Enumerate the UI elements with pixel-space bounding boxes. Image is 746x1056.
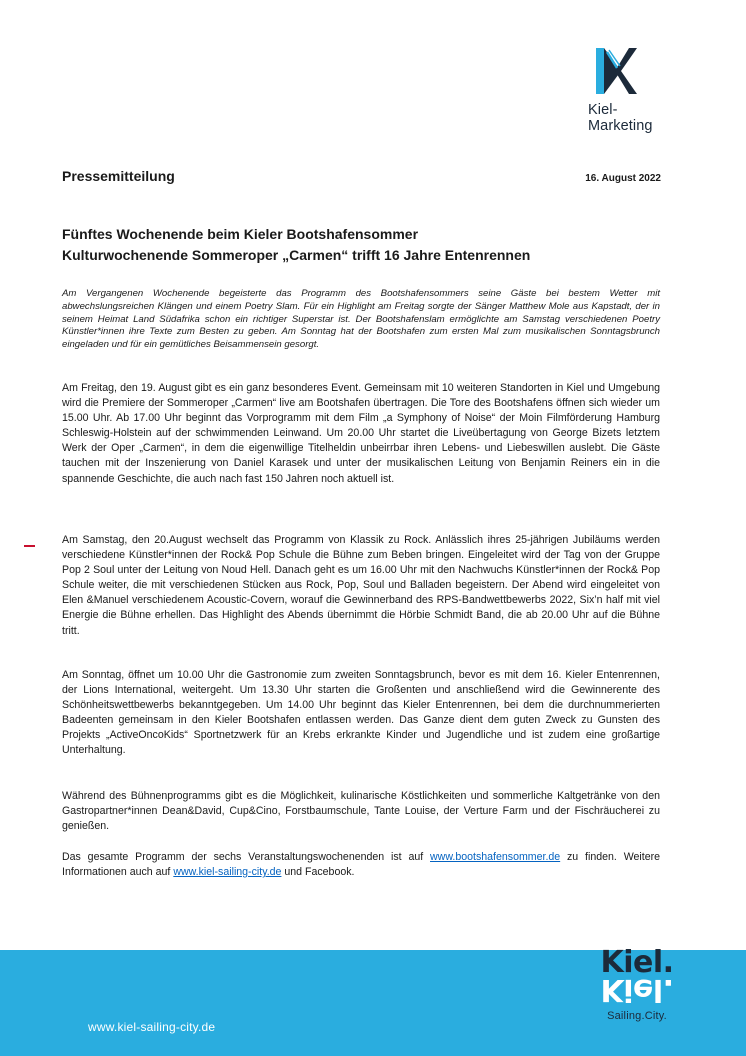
title-row	[62, 168, 661, 184]
body-paragraph-saturday: Am Samstag, den 20.August wechselt das Programm von Klassik zu Rock. Anlässlich ihres 25-jährigen Jubiläums werden verschiedene Künstler*innen der Rock& Pop Schule die Bühne zum Beben bringen. Eingeleitet wird der Tag von der Gruppe Pop 2 Soul unter der Leitung von Noud Hell. Danach geht es um 16.00 Uhr mit den Nachwuchs Künstler*innen der Rock& Pop Schule weiter, die mit verschiedenen Stücken aus Rock, Pop, Soul und Balladen begeistern. Der Abend wird eingeleitet von Elen &Manuel verschiedenem Acoustic-Covern, worauf die Gewinnerband des RPS-Bandwettbewerbs 2022, Six’n half mit viel Energie die Bühne erhellen. Das Highlight des Abends übernimmt die Hörbie Schmidt Band, die ab 20.00 Uhr auf die Bühne tritt.	[62, 534, 660, 637]
bootshafensommer-link[interactable]: www.bootshafensommer.de	[430, 851, 561, 863]
logo-word: Kiel.	[600, 945, 674, 980]
body-paragraph-sunday: Am Sonntag, öffnet um 10.00 Uhr die Gastronomie zum zweiten Sonntagsbrunch, bevor es mit dem 16. Kieler Entenrennen, der Lions International, weitergeht. Um 13.30 Uhr starten die Großenten und anschließend wird die Gewinnerente des Schönheitswettbewerbs bekanntgegeben. Um 14.00 Uhr beginnt das Kieler Entenrennen, bei dem die durchnummerierten Badeenten gemeinsam in den Kieler Bootshafen entlassen werden. Das Ganze dient dem guten Zweck zu Gunsten des Projekts „ActiveOncoKids“ Sportnetzwerk für an Krebs erkrankte Kinder und Jugendliche und ist zudem eine großartige Unterhaltung.	[62, 669, 660, 757]
headline	[62, 224, 662, 266]
kiel-sailing-city-link[interactable]: www.kiel-sailing-city.de	[173, 866, 282, 879]
brand-name: Kiel-Marketing	[588, 102, 653, 134]
document-date: 16. August 2022	[585, 173, 661, 184]
body-paragraph-friday: Am Freitag, den 19. August gibt es ein ganz besonderes Event. Gemeinsam mit 10 weiteren Standorten in Kiel und Umgebung wird die Premiere der Sommeroper „Carmen“ live am Bootshafen übertragen. Die Tore des Bootshafens öffnen sich wieder um 15.00 Uhr. Ab 17.00 Uhr beginnt das Vorprogramm mit dem Film „a Symphony of Noise“ der Moin Filmförderung Hamburg Schleswig-Holstein auf der schwimmenden Leinwand. Um 20.00 Uhr startet die Liveübertagung von George Bizets letztem Werk der Oper „Carmen“, in dem die eigenwillige Titelheldin unbeirrbar ihren Lebens- und Liebeswillen auslebt. Die Gäste tauchen mit der Inszenierung von Daniel Karasek und unter der musikalischen Leitung von Benjamin Reiners ein in die spannende Geschichte, die auch nach fast 150 Jahren noch aktuell ist.	[62, 382, 660, 485]
lead-paragraph: Am Vergangenen Wochenende begeisterte das Programm des Bootshafensommers seine Gäste bei bestem Wetter mit abwechslungsreichen Klängen und einem Poetry Slam. Für ein Highlight am Freitag sorgte der Sänger Matthew Mole aus Kapstadt, der in seinem Heimat Land Südafrika schon ein richtiger Superstar ist. Der Bootshafenslam ermöglichte am Samstag verschiedenen Poetry Künstler*innen ihre Texte zum Besten zu geben. Am Sonntag hat der Bootshafen zum ersten Mal zum musikalischen Sonntagsbrunch eingeladen und für ein gemütliches Beisammensein gesorgt.	[62, 288, 660, 351]
kiel-sailing-city-logo	[592, 945, 682, 1022]
kiel-marketing-logo	[588, 46, 678, 134]
footer-url: www.kiel-sailing-city.de	[88, 1020, 216, 1034]
logo-tagline: Sailing.City.	[607, 1010, 667, 1022]
logo-word-reflection: Kiel.	[600, 972, 674, 1007]
margin-mark	[24, 545, 35, 547]
body-paragraph-links	[62, 850, 660, 880]
document-type: Pressemitteilung	[62, 168, 175, 184]
links-text-a: Das gesamte Programm der sechs Veranstaltungswochenenden ist auf	[62, 851, 431, 863]
headline-line-2: Kulturwochenende Sommeroper „Carmen“ trifft 16 Jahre Entenrennen	[62, 247, 531, 263]
links-text-c: und Facebook.	[281, 866, 355, 879]
body-paragraph-gastronomy: Während des Bühnenprogramms gibt es die Möglichkeit, kulinarische Köstlichkeiten und sommerliche Kaltgetränke von den Gastropartner*innen Dean&David, Cup&Cino, Forstbaumschule, Tante Louise, der Verture Farm und der Fischräucherei zu genießen.	[62, 790, 660, 833]
k-logo-icon	[593, 46, 641, 96]
headline-line-1: Fünftes Wochenende beim Kieler Bootshafensommer	[62, 226, 419, 242]
links-text-b: zu finden. Weitere Informationen auch auf	[62, 851, 661, 879]
